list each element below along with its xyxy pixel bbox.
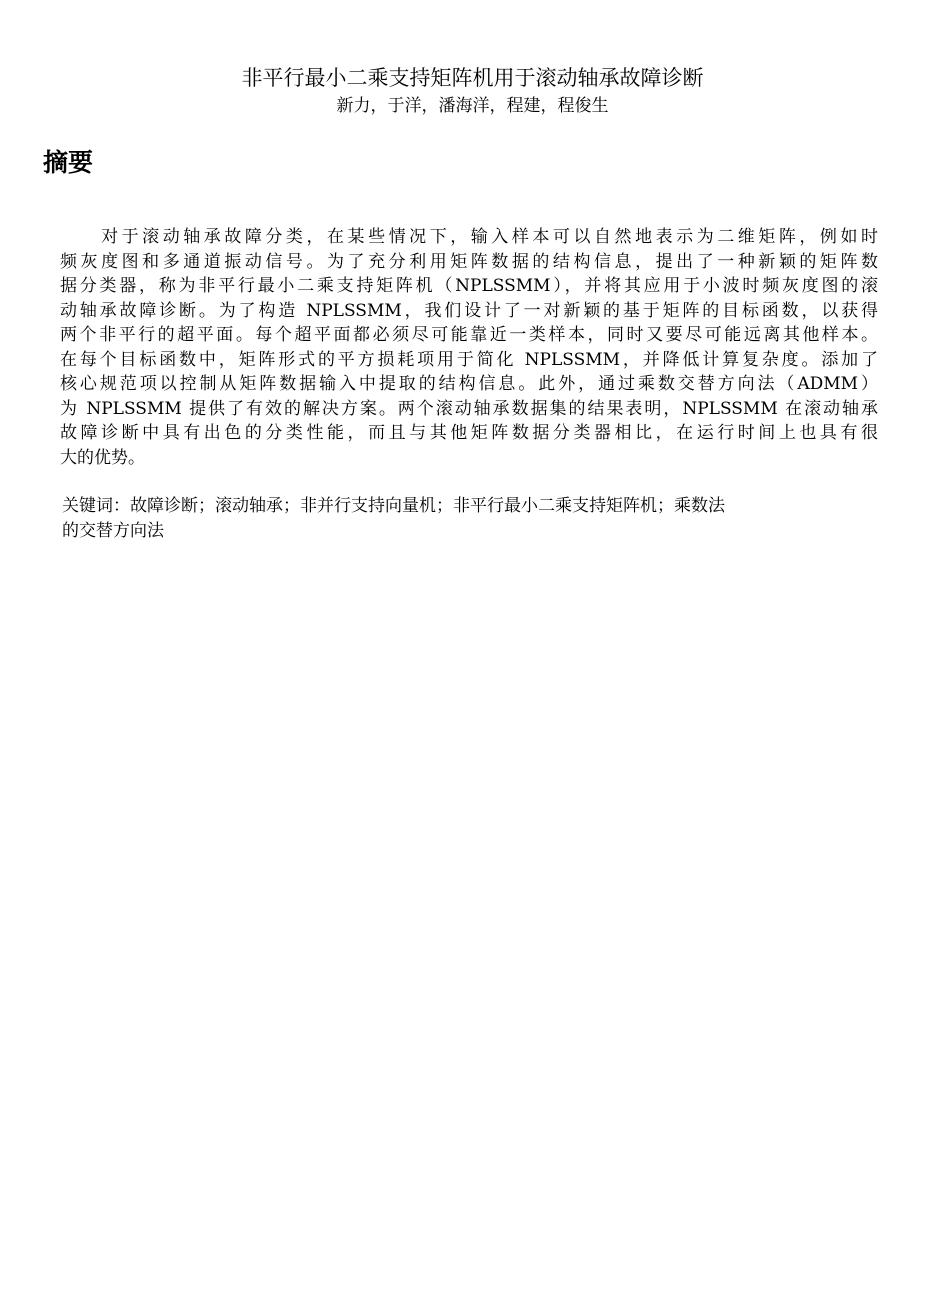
abstract-line: 两个非平行的超平面。每个超平面都必须尽可能靠近一类样本，同时又要尽可能远离其他样本。 (60, 325, 878, 345)
abstract-line: 核心规范项以控制从矩阵数据输入中提取的结构信息。此外，通过乘数交替方向法（ADMM） (60, 374, 878, 394)
abstract-line: 动轴承故障诊断。为了构造 NPLSSMM，我们设计了一对新颖的基于矩阵的目标函数，以获得 (60, 300, 878, 321)
paper-title: 非平行最小二乘支持矩阵机用于滚动轴承故障诊断 (241, 66, 704, 90)
keywords-line (62, 494, 802, 519)
author-list: 新力，于洋，潘海洋，程建，程俊生 (336, 96, 609, 116)
abstract-heading: 摘要 (43, 148, 94, 177)
keywords-block (62, 494, 802, 544)
keywords-label: 关键词： (62, 496, 130, 516)
abstract-line: 为 NPLSSMM 提供了有效的解决方案。两个滚动轴承数据集的结果表明，NPLSSMM 在滚动轴承 (60, 398, 878, 419)
abstract-line: 故障诊断中具有出色的分类性能，而且与其他矩阵数据分类器相比，在运行时间上也具有很 (60, 423, 878, 443)
abstract-line: 频灰度图和多通道振动信号。为了充分利用矩阵数据的结构信息，提出了一种新颖的矩阵数 (60, 251, 878, 272)
abstract-line: 对于滚动轴承故障分类，在某些情况下，输入样本可以自然地表示为二维矩阵，例如时 (60, 227, 878, 247)
keywords-text-continued: 的交替方向法 (62, 521, 164, 541)
keywords-text: 故障诊断；滚动轴承；非并行支持向量机；非平行最小二乘支持矩阵机；乘数法 (130, 496, 725, 516)
abstract-line: 据分类器，称为非平行最小二乘支持矩阵机（NPLSSMM），并将其应用于小波时频灰度图的滚 (60, 276, 878, 296)
abstract-line: 大的优势。 (60, 447, 145, 468)
abstract-body (60, 225, 878, 470)
abstract-line: 在每个目标函数中，矩阵形式的平方损耗项用于简化 NPLSSMM，并降低计算复杂度。添加了 (60, 349, 878, 370)
